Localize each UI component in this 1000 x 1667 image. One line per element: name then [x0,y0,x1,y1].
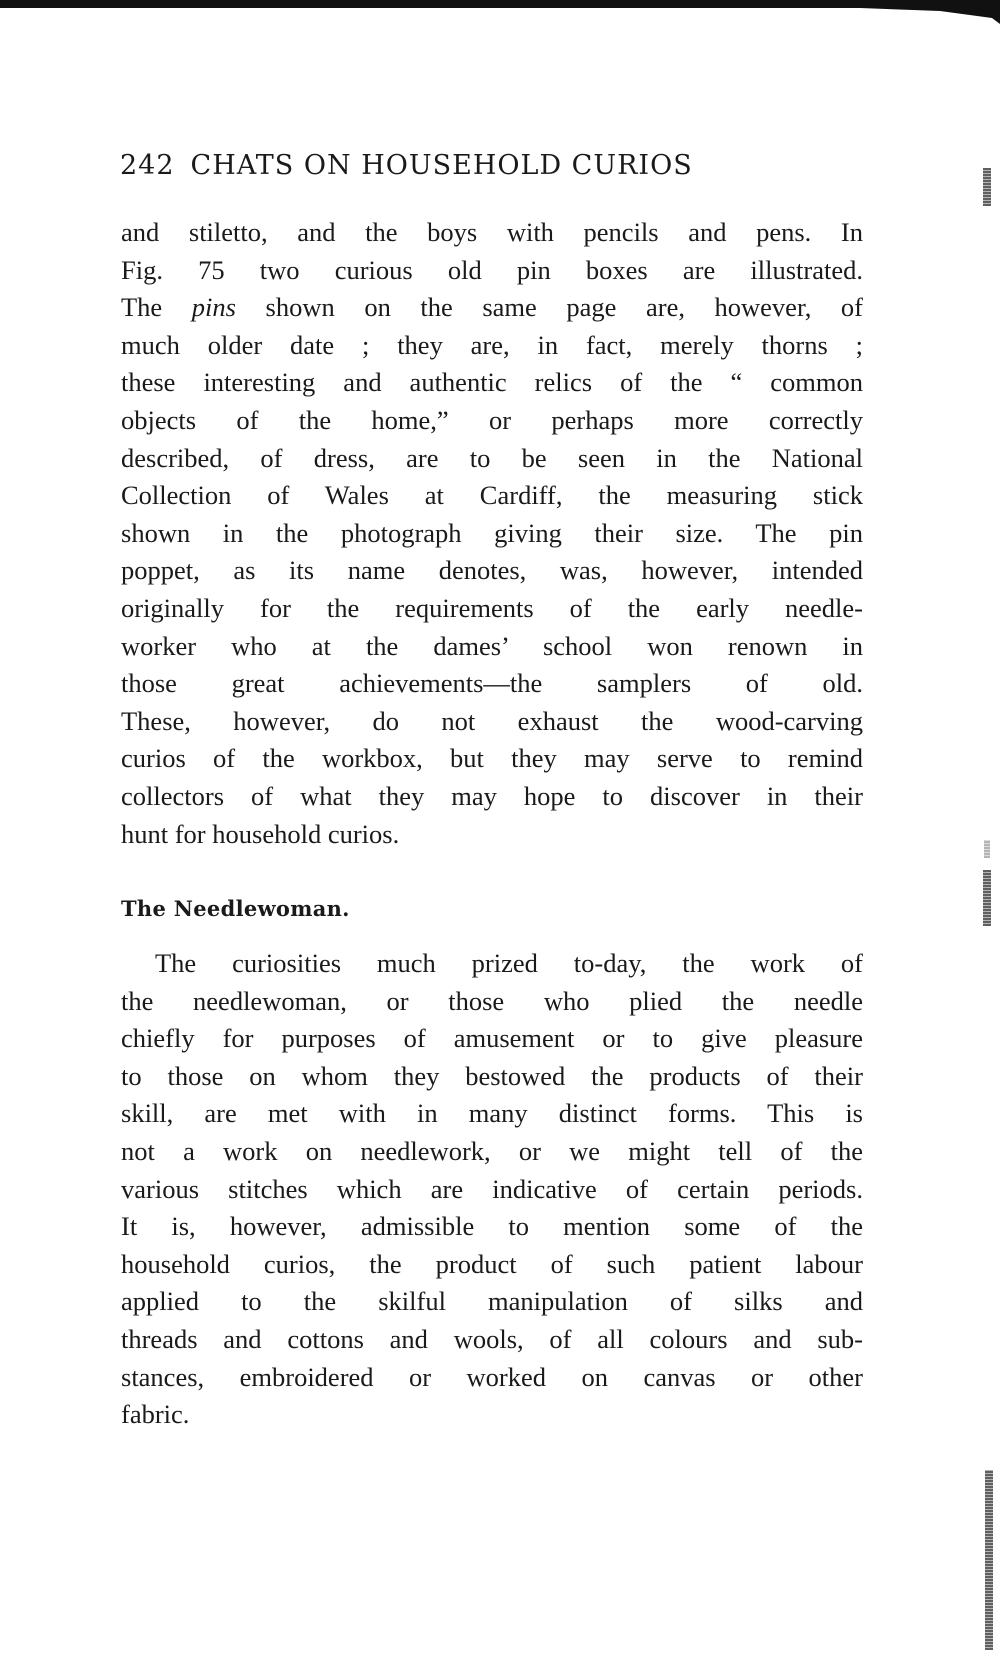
text-line: curios of the workbox, but they may serve to remind [121,743,863,774]
page-number: 242 [120,150,175,181]
binding-shadow-mark [983,870,991,926]
binding-shadow-mark [984,840,990,858]
text-line: poppet, as its name denotes, was, however, intended [121,555,863,586]
text-line: the needlewoman, or those who plied the needle [121,985,863,1016]
text-line: Collection of Wales at Cardiff, the measuring stick [121,480,863,511]
text-line: shown in the photograph giving their size. The pin [121,517,863,548]
text-line: described, of dress, are to be seen in the National [121,442,863,473]
text-line: skill, are met with in many distinct forms. This is [121,1098,863,1129]
text-line: It is, however, admissible to mention some of the [121,1211,863,1242]
text-line: much older date ; they are, in fact, merely thorns ; [121,329,863,360]
text-line: hunt for household curios. [121,818,400,849]
text-line: These, however, do not exhaust the wood-carving [121,705,863,736]
text-line: The pins shown on the same page are, however, of [121,292,863,323]
text-line: objects of the home,” or perhaps more correctly [121,404,863,435]
text-line: and stiletto, and the boys with pencils and pens. In [121,217,863,247]
text-line: worker who at the dames’ school won renown in [121,630,863,661]
section-heading: The Needlewoman. [121,896,350,921]
running-title: CHATS ON HOUSEHOLD CURIOS [190,150,693,181]
text-line: originally for the requirements of the early needle- [121,592,863,623]
text-line: threads and cottons and wools, of all colours and sub- [121,1323,863,1354]
text-line: applied to the skilful manipulation of silks and [121,1286,863,1317]
binding-shadow-mark [983,168,991,206]
italic-word: pins [191,292,236,323]
binding-shadow-mark [985,1470,993,1650]
top-edge-rule [0,0,1000,24]
text-line: collectors of what they may hope to discover in their [121,780,863,811]
text-line: to those on whom they bestowed the products of their [121,1060,863,1091]
text-line: fabric. [121,1399,190,1430]
text-line: not a work on needlework, or we might tell of the [121,1135,863,1166]
text-line: stances, embroidered or worked on canvas or other [121,1361,863,1392]
text-line: various stitches which are indicative of certain periods. [121,1173,863,1204]
text-line: household curios, the product of such patient labour [121,1248,863,1279]
text-line: those great achievements—the samplers of old. [121,668,863,699]
text-line: Fig. 75 two curious old pin boxes are illustrated. [121,254,863,285]
paragraph-1 [121,214,863,853]
text-line: chiefly for purposes of amusement or to give pleasure [121,1023,863,1054]
paragraph-2 [121,945,863,1434]
text-line: The curiosities much prized to-day, the work of [155,948,863,978]
running-head [120,150,693,181]
text-line: these interesting and authentic relics of the “ common [121,367,863,398]
